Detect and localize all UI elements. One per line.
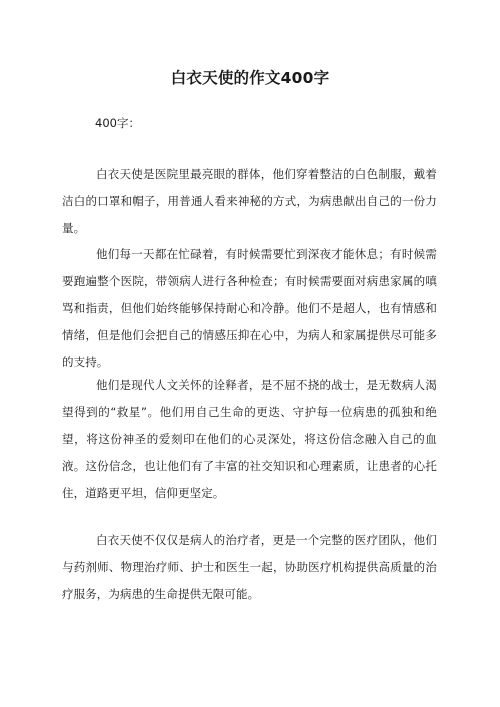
paragraph-2: 他们每一天都在忙碌着，有时候需要忙到深夜才能休息；有时候需要跑遍整个医院，带领病人进行各种检查；有时候需要面对病患家属的嗔骂和指责，但他们始终能够保持耐心和冷静。他们不是超人，也有情感和情绪，但是他们会把自己的情感压抑在心中，为病人和家属提供尽可能多的支持。 — [62, 247, 437, 369]
word-count-label: 400字： — [95, 116, 140, 130]
paragraph-4: 白衣天使不仅仅是病人的治疗者，更是一个完整的医疗团队，他们与药剂师、物理治疗师、护士和医生一起，协助医疗机构提供高质量的治疗服务，为病患的生命提供无限可能。 — [62, 533, 437, 601]
document-title: 白衣天使的作文400字 — [170, 69, 330, 87]
paragraph-1: 白衣天使是医院里最亮眼的群体，他们穿着整洁的白色制服，戴着洁白的口罩和帽子，用普通人看来神秘的方式，为病患献出自己的一份力量。 — [62, 167, 437, 235]
paragraph-3: 他们是现代人文关怀的诠释者，是不屈不挠的战士，是无数病人渴望得到的“救星”。他们用自己生命的更迭、守护每一位病患的孤独和绝望，将这份神圣的爱刻印在他们的心灵深处，将这份信念融入自己的血液。这份信念，也让他们有了丰富的社交知识和心理素质，让患者的心托住，道路更平坦，信仰更坚定。 — [62, 378, 437, 500]
